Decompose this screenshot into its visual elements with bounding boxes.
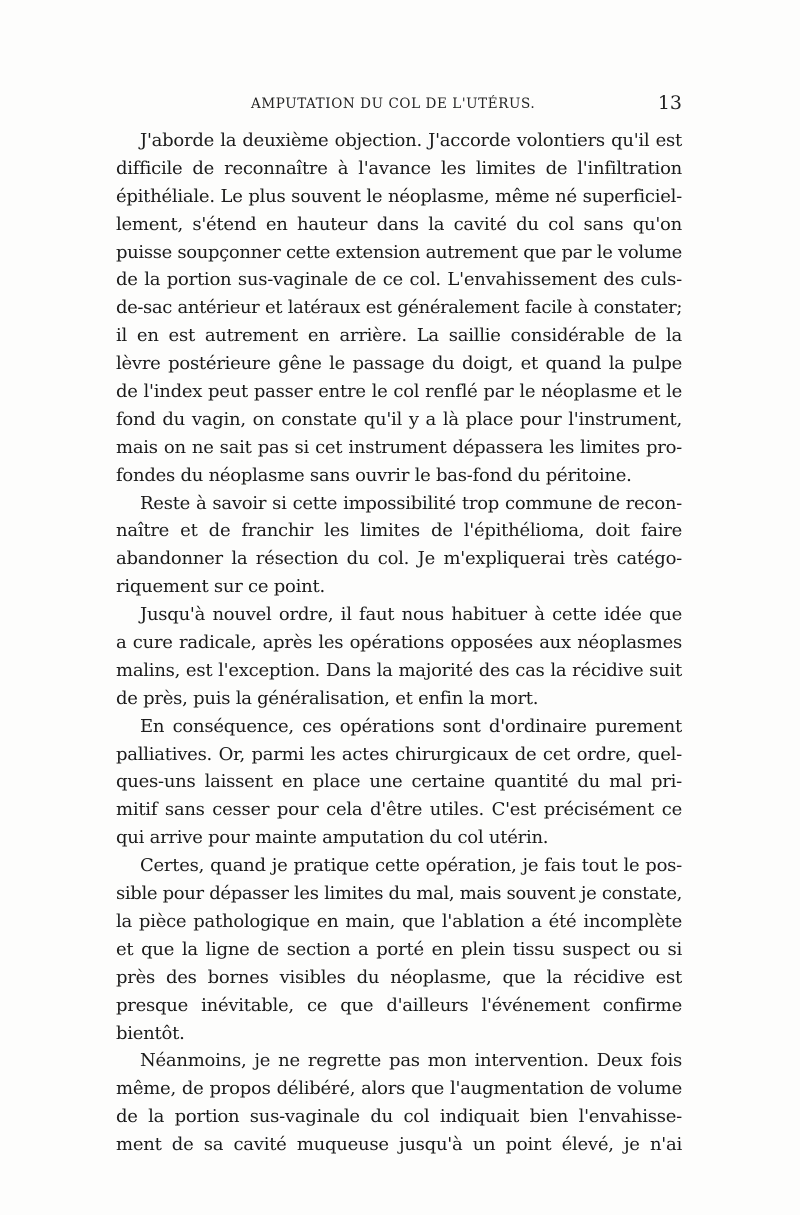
text-line: lement, s'étend en hauteur dans la cavité du col sans qu'on bbox=[116, 213, 682, 235]
text-line: Jusqu'à nouvel ordre, il faut nous habituer à cette idée que bbox=[140, 604, 682, 626]
text-line: palliatives. Or, parmi les actes chirurgicaux de cet ordre, quel- bbox=[116, 743, 682, 765]
text-line: de la portion sus-vaginale de ce col. L'envahissement des culs- bbox=[116, 269, 682, 291]
text-line: de l'index peut passer entre le col renflé par le néoplasme et le bbox=[116, 381, 682, 403]
text-line: sible pour dépasser les limites du mal, mais souvent je constate, bbox=[116, 883, 682, 905]
text-line: riquement sur ce point. bbox=[116, 576, 325, 598]
text-line: Certes, quand je pratique cette opération, je fais tout le pos- bbox=[140, 855, 682, 877]
text-line: J'aborde la deuxième objection. J'accorde volontiers qu'il est bbox=[140, 130, 682, 151]
text-line: bientôt. bbox=[116, 1022, 185, 1044]
text-line: de-sac antérieur et latéraux est généralement facile à constater; bbox=[116, 297, 682, 319]
text-line: de la portion sus-vaginale du col indiquait bien l'envahisse- bbox=[116, 1106, 682, 1128]
body-text bbox=[116, 127, 682, 1159]
text-line: ques-uns laissent en place une certaine quantité du mal pri- bbox=[116, 771, 682, 793]
text-line: abandonner la résection du col. Je m'expliquerai très catégo- bbox=[116, 548, 682, 570]
text-line: mitif sans cesser pour cela d'être utiles. C'est précisément ce bbox=[116, 799, 682, 821]
text-line: qui arrive pour mainte amputation du col utérin. bbox=[116, 827, 549, 849]
text-line: il en est autrement en arrière. La saillie considérable de la bbox=[116, 325, 682, 347]
page-number: 13 bbox=[657, 92, 682, 114]
running-head bbox=[116, 92, 684, 120]
text-line: de près, puis la généralisation, et enfin la mort. bbox=[116, 687, 539, 709]
text-line: mais on ne sait pas si cet instrument dépassera les limites pro- bbox=[116, 436, 682, 458]
text-line: épithéliale. Le plus souvent le néoplasme, même né superficiel- bbox=[116, 185, 682, 207]
text-line: Reste à savoir si cette impossibilité trop commune de recon- bbox=[140, 492, 682, 514]
text-line: près des bornes visibles du néoplasme, que la récidive est bbox=[116, 966, 682, 988]
text-line: lèvre postérieure gêne le passage du doigt, et quand la pulpe bbox=[116, 353, 682, 375]
text-line: ment de sa cavité muqueuse jusqu'à un point élevé, je n'ai bbox=[116, 1134, 682, 1156]
text-line: malins, est l'exception. Dans la majorité des cas la récidive suit bbox=[116, 659, 682, 681]
text-line: puisse soupçonner cette extension autrement que par le volume bbox=[116, 241, 682, 263]
running-title: AMPUTATION DU COL DE L'UTÉRUS. bbox=[251, 96, 536, 112]
text-line: fondes du néoplasme sans ouvrir le bas-fond du péritoine. bbox=[116, 464, 632, 486]
text-line: naître et de franchir les limites de l'épithélioma, doit faire bbox=[116, 520, 682, 542]
text-line: En conséquence, ces opérations sont d'ordinaire purement bbox=[140, 715, 682, 737]
text-line: même, de propos délibéré, alors que l'augmentation de volume bbox=[116, 1078, 682, 1100]
text-line: difficile de reconnaître à l'avance les limites de l'infiltration bbox=[116, 157, 682, 179]
text-line: a cure radicale, après les opérations opposées aux néoplasmes bbox=[116, 632, 682, 654]
text-line: et que la ligne de section a porté en plein tissu suspect ou si bbox=[116, 938, 682, 960]
text-line: presque inévitable, ce que d'ailleurs l'événement confirme bbox=[116, 994, 682, 1016]
text-line: la pièce pathologique en main, que l'ablation a été incomplète bbox=[116, 910, 682, 932]
text-line: fond du vagin, on constate qu'il y a là place pour l'instrument, bbox=[116, 408, 682, 430]
text-line: Néanmoins, je ne regrette pas mon intervention. Deux fois bbox=[140, 1050, 682, 1072]
